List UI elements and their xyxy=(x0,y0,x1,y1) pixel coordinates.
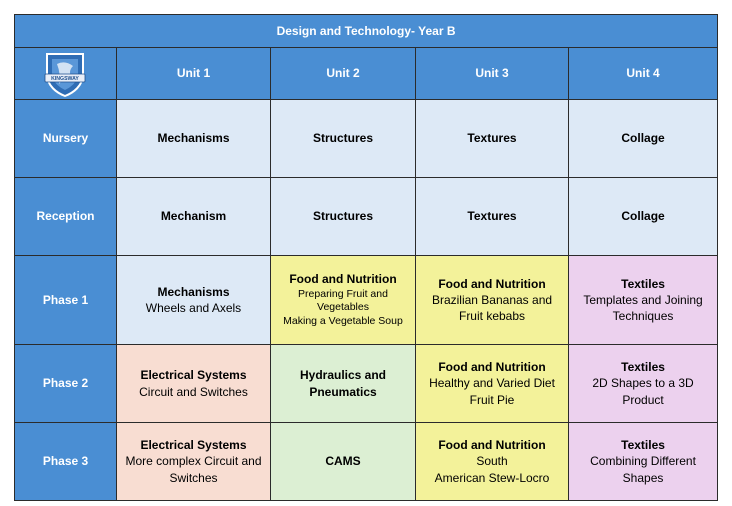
cell-detail: Vegetables xyxy=(317,301,369,314)
cell-title: Textiles xyxy=(621,360,665,375)
cell-title: Mechanisms xyxy=(157,284,230,299)
school-shield-logo-icon xyxy=(43,50,87,98)
cell-title-suffix: South xyxy=(476,454,508,469)
cell-title: Textures xyxy=(467,131,517,146)
cell-title: Electrical Systems xyxy=(140,438,247,453)
cell-detail: Preparing Fruit and xyxy=(298,287,388,300)
cell-phase-3-unit-2 xyxy=(271,423,416,501)
cell-detail: Circuit and Switches xyxy=(139,384,248,399)
cell-phase-1-unit-3 xyxy=(416,256,569,345)
row-label-phase-3: Phase 3 xyxy=(15,423,117,501)
cell-title: Collage xyxy=(621,209,665,224)
cell-detail: American Stew-Locro xyxy=(434,470,550,485)
row-label-nursery: Nursery xyxy=(15,100,117,178)
table-row xyxy=(15,178,718,256)
cell-detail: Fruit kebabs xyxy=(458,309,526,324)
row-label-phase-2: Phase 2 xyxy=(15,345,117,423)
cell-nursery-unit-4 xyxy=(569,100,718,178)
table-row xyxy=(15,345,718,423)
cell-detail: Shapes xyxy=(622,470,664,485)
cell-title: CAMS xyxy=(325,454,361,469)
cell-phase-1-unit-4 xyxy=(569,256,718,345)
cell-reception-unit-3 xyxy=(416,178,569,256)
cell-title: Mechanism xyxy=(160,209,227,224)
table-row xyxy=(15,100,718,178)
cell-phase-3-unit-4 xyxy=(569,423,718,501)
row-label-phase-1: Phase 1 xyxy=(15,256,117,345)
cell-title: Structures xyxy=(312,131,374,146)
table-row xyxy=(15,256,718,345)
cell-title: Textures xyxy=(467,209,517,224)
table-title: Design and Technology- Year B xyxy=(15,15,718,48)
cell-detail-first-line xyxy=(422,437,562,469)
cell-title: Collage xyxy=(621,131,665,146)
column-header-unit-2: Unit 2 xyxy=(271,48,416,100)
cell-title: Textiles xyxy=(621,438,665,453)
cell-phase-1-unit-2 xyxy=(271,256,416,345)
cell-reception-unit-2 xyxy=(271,178,416,256)
cell-phase-1-unit-1 xyxy=(117,256,271,345)
cell-title: Electrical Systems xyxy=(140,368,247,383)
cell-detail: 2D Shapes to a 3D xyxy=(592,376,694,391)
row-label-reception: Reception xyxy=(15,178,117,256)
logo-cell xyxy=(15,48,117,100)
cell-title-line-2: Pneumatics xyxy=(309,384,377,399)
column-header-unit-3: Unit 3 xyxy=(416,48,569,100)
cell-reception-unit-1 xyxy=(117,178,271,256)
cell-detail: Switches xyxy=(169,470,218,485)
cell-detail: More complex Circuit and xyxy=(125,454,262,469)
cell-title: Structures xyxy=(312,209,374,224)
cell-detail: Making a Vegetable Soup xyxy=(283,314,403,327)
cell-title: Food and Nutrition xyxy=(438,276,546,291)
cell-detail: Fruit Pie xyxy=(469,392,515,407)
cell-phase-2-unit-3 xyxy=(416,345,569,423)
logo-banner-text: KINGSWAY xyxy=(51,75,79,82)
cell-title: Hydraulics and xyxy=(299,368,387,383)
cell-detail: Techniques xyxy=(612,309,674,324)
curriculum-table xyxy=(14,14,718,501)
cell-detail: Wheels and Axels xyxy=(145,301,242,315)
cell-detail: Product xyxy=(622,392,664,407)
cell-nursery-unit-2 xyxy=(271,100,416,178)
cell-reception-unit-4 xyxy=(569,178,718,256)
cell-nursery-unit-1 xyxy=(117,100,271,178)
cell-detail: Templates and Joining xyxy=(583,292,703,307)
cell-detail: Brazilian Bananas and xyxy=(431,292,553,307)
cell-detail: Healthy and Varied Diet xyxy=(429,376,555,391)
cell-nursery-unit-3 xyxy=(416,100,569,178)
column-header-unit-4: Unit 4 xyxy=(569,48,718,100)
cell-phase-2-unit-1 xyxy=(117,345,271,423)
table-row xyxy=(15,423,718,501)
cell-title: Food and Nutrition xyxy=(289,272,397,287)
cell-phase-2-unit-4 xyxy=(569,345,718,423)
cell-title: Food and Nutrition xyxy=(438,360,546,375)
cell-detail: Combining Different xyxy=(590,454,696,469)
cell-phase-2-unit-2 xyxy=(271,345,416,423)
cell-title: Mechanisms xyxy=(157,131,230,146)
cell-title: Textiles xyxy=(621,276,665,291)
cell-phase-3-unit-3 xyxy=(416,423,569,501)
cell-title: Food and Nutrition xyxy=(438,438,546,453)
column-header-unit-1: Unit 1 xyxy=(117,48,271,100)
cell-phase-3-unit-1 xyxy=(117,423,271,501)
